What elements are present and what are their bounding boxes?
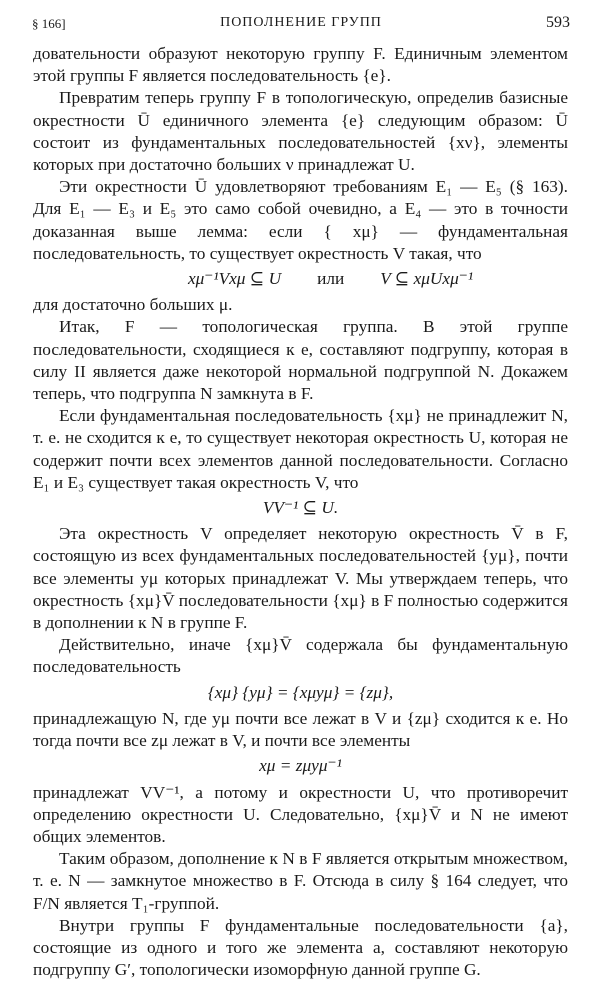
paragraph: принадлежащую N, где yμ почти все лежат в V и {zμ} сходится к e. Но тогда почти все zμ лежат в V, и почти все элементы (33, 708, 568, 751)
paragraph: Таким образом, дополнение к N в F является открытым множеством, т. е. N — замкнутое множество в F. Отсюда в силу § 164 следует, что F/N является T₁-группой. (33, 849, 568, 913)
page-body (33, 43, 568, 981)
formula-vv-inverse: VV⁻¹ ⊆ U. (262, 498, 339, 518)
paragraph: Если фундаментальная последовательность {xμ} не принадлежит N, т. е. не сходится к e, то существует некоторая окрестность U, которая не содержит почти всех элементов данной последовательности. Согласно E₁ и E₃ существует такая окрестность V, что (33, 406, 568, 492)
paragraph: Итак, F — топологическая группа. В этой группе последовательности, сходящиеся к e, составляют подгруппу, которая в силу II является даже некоторой нормальной подгруппой N. Докажем теперь, что подгруппа N замкнута в F. (33, 317, 568, 404)
page-number: 593 (546, 14, 570, 31)
paragraph: Превратим теперь группу F в топологическую, определив базисные окрестности Ū единичного элемента {e} следующим образом: Ū состоит из фундаментальных последовательностей {xν}, элементы которых при достаточно больших ν принадлежат U. (33, 88, 568, 175)
paragraph: для достаточно больших μ. (33, 295, 233, 315)
paragraph: принадлежат VV⁻¹, а потому и окрестности U, что противоречит определению окрестности U. Следовательно, {xμ}V̄ и N не имеют общих элементов. (33, 782, 568, 846)
formula-right: V ⊆ xμUxμ⁻¹ (380, 269, 474, 289)
running-title: ПОПОЛНЕНИЕ ГРУПП (220, 15, 382, 30)
formula-product: {xμ} {yμ} = {xμyμ} = {zμ}, (207, 682, 394, 702)
paragraph: Эти окрестности Ū удовлетворяют требованиям E₁ — E₅ (§ 163). Для E₁ — E₃ и E₅ это само собой очевидно, а E₄ — это в точности доказанная выше лемма: если { xμ} — фундаментальная последовательность, то существует окрестность V такая, что (33, 177, 568, 263)
paragraph: Эта окрестность V определяет некоторую окрестность V̄ в F, состоящую из всех фундаментальных последовательностей {yμ}, почти все элементы yμ которых принадлежат V. Мы утверждаем теперь, что окрестность {xμ}V̄ последовательности {xμ} в F полностью содержится в дополнении к N в группе F. (33, 524, 568, 633)
page-header (32, 14, 570, 36)
paragraph: довательности образуют некоторую группу F. Единичным элементом этой группы F является последовательность {e}. (33, 44, 568, 86)
formula-conjugation (33, 268, 568, 290)
paragraph: Внутри группы F фундаментальные последовательности {a}, состоящие из одного и того же элемента a, составляют некоторую подгруппу G′, топологически изоморфную данной группе G. (33, 915, 568, 980)
formula-left: xμ⁻¹Vxμ ⊆ U (187, 269, 282, 289)
paragraph: Действительно, иначе {xμ}V̄ содержала бы фундаментальную последовательность (33, 635, 568, 677)
formula-connector: или (317, 269, 345, 289)
formula-x-mu: xμ = zμyμ⁻¹ (259, 756, 342, 776)
section-ref: § 166] (32, 16, 66, 31)
